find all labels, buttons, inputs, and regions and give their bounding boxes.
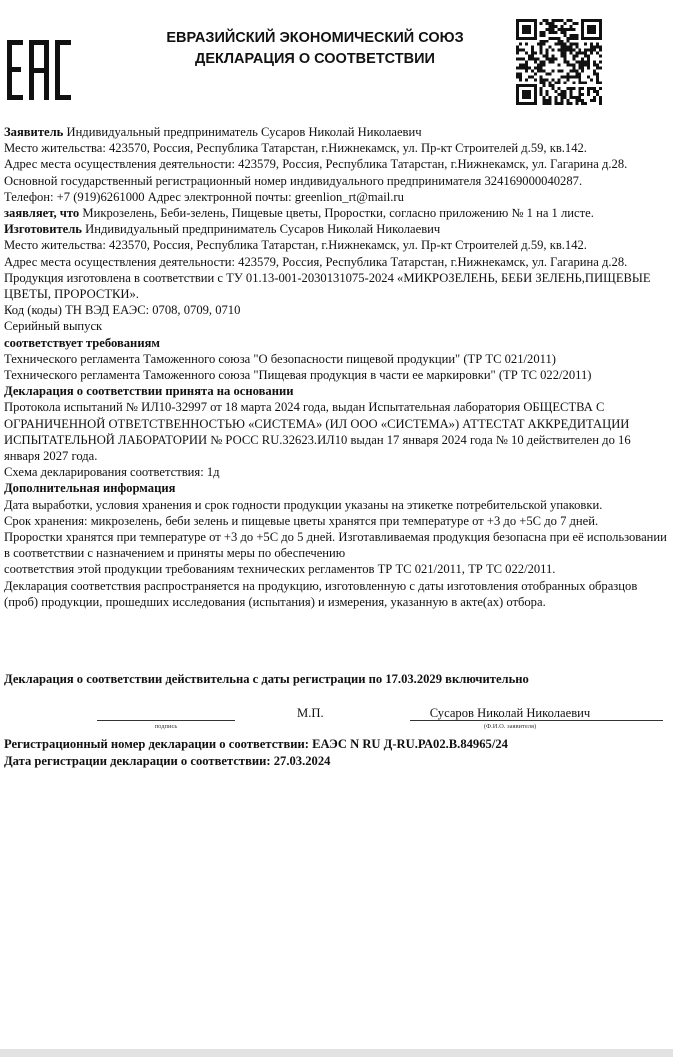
- name-caption: (Ф.И.О. заявителя): [483, 723, 537, 730]
- declares-value: Микрозелень, Беби-зелень, Пищевые цветы, Проростки, согласно приложению № 1 на 1 листе.: [79, 206, 594, 221]
- validity-statement: Декларация о соответствии действительна с даты регистрации по 17.03.2029 включительно: [4, 672, 529, 686]
- product-spec: Продукция изготовлена в соответствии с ТУ 01.13-001-2030131075-2024 «МИКРОЗЕЛЕНЬ, БЕБИ ЗЕЛЕНЬ,ПИЩЕВЫЕ ЦВЕТЫ, ПРОРОСТКИ».: [4, 270, 651, 302]
- document-title: ДЕКЛАРАЦИЯ О СООТВЕТСТВИИ: [195, 51, 435, 67]
- additional-info-5: Декларация соответствия распространяется на продукцию, изготовленную с даты изготовления отобранных образцов (проб) продукции, прошедших исследования (испытания) и измерения, указанную в акте(ах) отбора.: [4, 578, 638, 609]
- additional-info-2: Срок хранения: микрозелень, беби зелень и пищевые цветы хранятся при температуре от +3 до +5С до 7 дней.: [4, 513, 599, 528]
- additional-info-1: Дата выработки, условия хранения и срок годности продукции указаны на этикетке потребительской упаковки.: [4, 497, 603, 512]
- applicant-label: Заявитель: [4, 125, 64, 139]
- manufacturer-address: Адрес места осуществления деятельности: 423579, Россия, Республика Татарстан, г.Нижнекамск, ул. Гагарина д.28.: [4, 254, 628, 269]
- declaration-body: [4, 124, 668, 610]
- manufacturer-residence: Место жительства: 423570, Россия, Республика Татарстан, г.Нижнекамск, ул. Пр-кт Строителей д.59, кв.142.: [4, 238, 587, 253]
- manufacturer-label: Изготовитель: [4, 222, 82, 237]
- regulation-022: Технического регламента Таможенного союза "Пищевая продукция в части ее маркировки" (ТР ТС 022/2011): [4, 368, 592, 383]
- bottom-bar: [0, 1049, 673, 1057]
- additional-label: Дополнительная информация: [4, 481, 176, 496]
- basis-label: Декларация о соответствии принята на основании: [4, 384, 294, 399]
- additional-info-3: Проростки хранятся при температуре от +3 до +5С до 5 дней. Изготавливаемая продукция безопасна при её использовании в соответствии с назначением и приняты меры по обеспечению: [4, 530, 667, 561]
- qr-code-icon[interactable]: [516, 19, 602, 105]
- registration-date: Дата регистрации декларации о соответствии: 27.03.2024: [4, 754, 331, 768]
- applicant-contacts: Телефон: +7 (919)6261000 Адрес электронной почты: greenlion_rt@mail.ru: [4, 189, 404, 204]
- applicant-line: [4, 124, 668, 140]
- signature-caption: подпись: [154, 723, 178, 730]
- serial-release: Серийный выпуск: [4, 319, 103, 334]
- declaration-scheme: Схема декларирования соответствия: 1д: [4, 465, 220, 480]
- manufacturer-value: Индивидуальный предприниматель Сусаров Николай Николаевич: [81, 222, 441, 237]
- additional-info-4: соответствия этой продукции требованиям технических регламентов ТР ТС 021/2011, ТР ТС 022/2011.: [4, 562, 556, 577]
- declares-line: [4, 205, 668, 221]
- union-title: ЕВРАЗИЙСКИЙ ЭКОНОМИЧЕСКИЙ СОЮЗ: [166, 30, 464, 46]
- declares-label: заявляет, что: [4, 206, 80, 221]
- tnved-codes: Код (коды) ТН ВЭД ЕАЭС: 0708, 0709, 0710: [4, 303, 241, 318]
- applicant-ogrn: Основной государственный регистрационный номер индивидуального предпринимателя 324169000040287.: [4, 173, 583, 188]
- applicant-residence: Место жительства: 423570, Россия, Республика Татарстан, г.Нижнекамск, ул. Пр-кт Строителей д.59, кв.142.: [4, 141, 587, 156]
- regulation-021: Технического регламента Таможенного союза "О безопасности пищевой продукции" (ТР ТС 021/2011): [4, 351, 556, 366]
- applicant-value: Индивидуальный предприниматель Сусаров Николай Николаевич: [63, 125, 422, 139]
- conforms-label: соответствует требованиям: [4, 335, 160, 350]
- applicant-name: Сусаров Николай Николаевич: [429, 706, 591, 720]
- signature-line: [97, 706, 235, 721]
- registration-number: Регистрационный номер декларации о соответствии: ЕАЭС N RU Д-RU.РА02.В.84965/24: [4, 737, 508, 751]
- basis-protocol: Протокола испытаний № ИЛ10-32997 от 18 марта 2024 года, выдан Испытательная лаборатория ОБЩЕСТВА С ОГРАНИЧЕННОЙ ОТВЕТСТВЕННОСТЬЮ «СИСТЕМА» (ИЛ ООО «СИСТЕМА») АТТЕСТАТ АККРЕДИТАЦИИ ИСПЫТАТЕЛЬНОЙ ЛАБОРАТОРИИ № РОСС RU.32623.ИЛ10 выдан 17 января 2024 года № 10 действителен до 16 января 2027 года.: [4, 400, 631, 464]
- manufacturer-line: [4, 221, 668, 237]
- applicant-address: Адрес места осуществления деятельности: 423579, Россия, Республика Татарстан, г.Нижнекамск, ул. Гагарина д.28.: [4, 157, 628, 172]
- stamp-place: М.П.: [297, 706, 324, 720]
- eac-logo-icon: [7, 40, 73, 100]
